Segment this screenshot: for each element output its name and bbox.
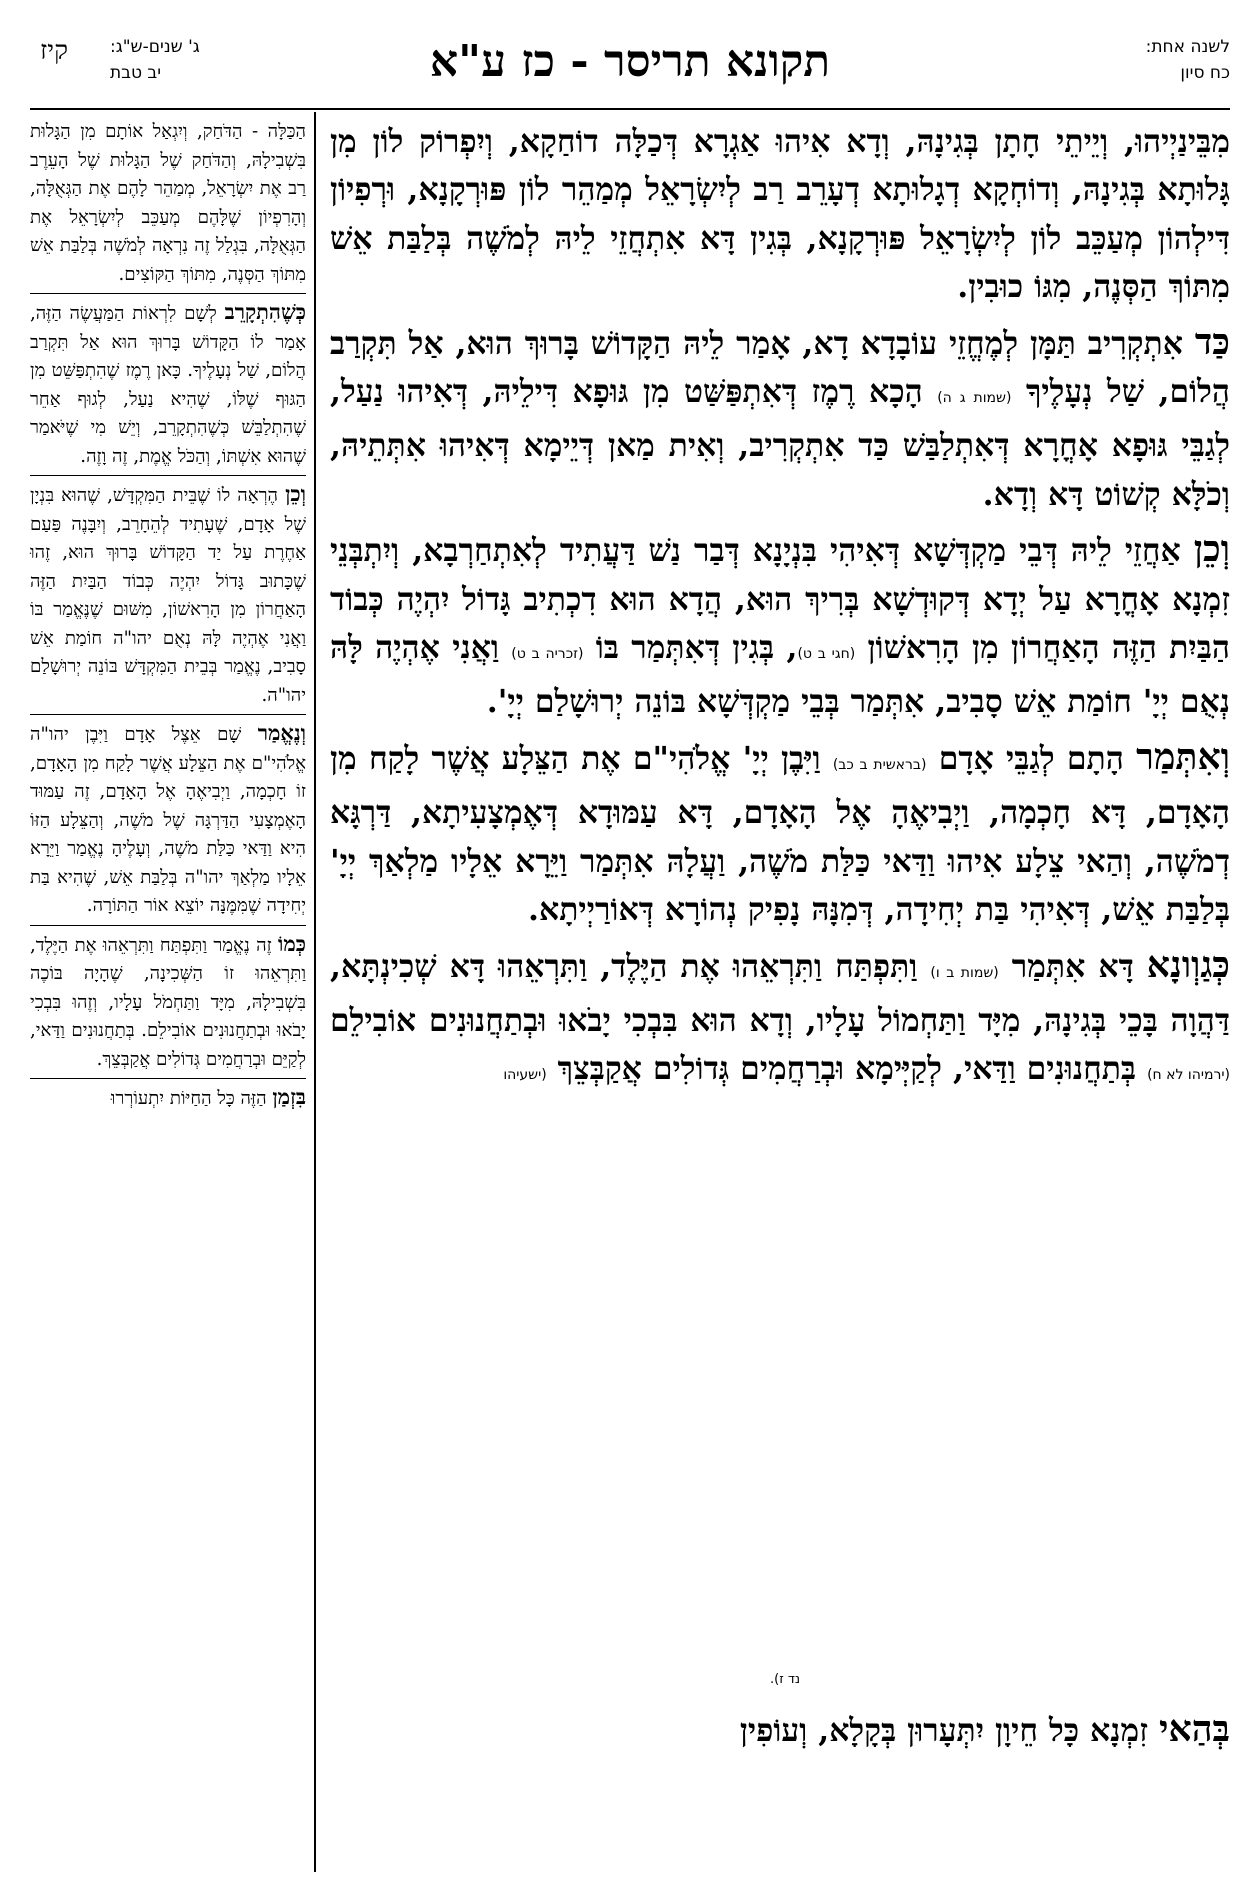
verse-source-continuation: נד ז). [770, 1672, 801, 1687]
main-paragraph [330, 941, 1230, 1100]
main-paragraph [330, 118, 1230, 312]
side-paragraph [30, 298, 306, 476]
paragraph-lead-word: וְאִתְּמַר [1136, 734, 1231, 778]
schedule-label-one-year: לשנה אחת: [1145, 37, 1230, 57]
paragraph-text: אִתְקְרִיב תַּמָּן לְמֶחֱזֵי עוֹבָדָא דָא, אָמַר לֵיהּ הַקָּדוֹשׁ בָּרוּךְ הוּא, אַל תִּקְרַב הֲלוֹם, שַׁל נְעָלֶיךָ [330, 324, 1231, 411]
schedule-date-one-year: כח סיון [1180, 63, 1230, 83]
verse-source-ref: (זכריה ב ט) [511, 646, 584, 663]
verse-source-ref: (ירמיהו לא ח) [1147, 1067, 1230, 1084]
main-paragraph: וְכֵן אַחֲזֵי לֵיהּ דְּבֵי מַקְדְּשָׁא דְּאִיהִי בִּנְיָנָא דְּבַר נַשׁ דַּעֲתִיד לְאִתְחַרְבָא, וְיִתְבְּנֵי זִמְנָא אָחֳרָא עַל יְדָא דְּקוּדְשָׁא בְּרִיךְ הוּא, הֲדָא הוּא דִכְתִיב גָּדוֹל יִהְיֶה כְּבוֹד הַבַּיִת הַזֶּה הָאַחֲרוֹן מִן הָרִאשׁוֹן (חגי ב ט), בְּגִין דְּאִתְּמַר בּוֹ (זכריה ב ט) וַאֲנִי אֶהְיֶה לָּהּ נְאֻם יְיָ' חוֹמַת אֵשׁ סָבִיב, אִתְּמַר בְּבֵי מַקְדְּשָׁא בּוֹנֵה יְרוּשָׁלַם יְיָ'. [330, 527, 1230, 721]
paragraph-text: אַחֲזֵי לֵיהּ דְּבֵי מַקְדְּשָׁא דְּאִיהִי בִּנְיָנָא דְּבַר נַשׁ דַּעֲתִיד לְאִתְחַרְבָא, וְיִתְבְּנֵי זִמְנָא אָחֳרָא עַל יְדָא דְּקוּדְשָׁא בְּרִיךְ הוּא, הֲדָא הוּא דִכְתִיב גָּדוֹל יִהְיֶה כְּבוֹד הַבַּיִת הַזֶּה הָאַחֲרוֹן מִן הָרִאשׁוֹן [330, 532, 1230, 667]
paragraph-text: לְשָׁם לִרְאוֹת הַמַּעֲשֶׂה הַזֶּה, אָמַר לוֹ הַקָּדוֹשׁ בָּרוּךְ הוּא אַל תִּקְרַב הֲלוֹם, שַׁל נְעָלֶיךָ. כָּאן רֶמֶז שֶׁהִתְפַּשֵּׁט מִן הַגּוּף שֶׁלּוֹ, שֶׁהִיא נַעַל, לְגוּף אַחֵר שֶׁהִתְלַבֵּשׁ כְּשֶׁהִתְקָרֵב, וְיֵשׁ מִי שֶׁיֹּאמַר שֶׁהוּא אִשְׁתּוֹ, וְהַכֹּל אֱמֶת, זֶה וָזֶה. [30, 303, 306, 467]
paragraph-text: וַאֲנִי אֶהְיֶה לָּהּ נְאֻם יְיָ' חוֹמַת אֵשׁ סָבִיב, אִתְּמַר בְּבֵי מַקְדְּשָׁא בּוֹנֵה יְרוּשָׁלַם יְיָ'. [330, 629, 1230, 721]
verse-source-ref: (ישעיהו [503, 1067, 547, 1084]
column-divider [314, 112, 316, 1872]
paragraph-lead-word: וְכֵן [1193, 527, 1230, 571]
paragraph-lead-word: וְנֶאֱמַר [257, 720, 306, 745]
paragraph-text: מִבֵּינַיְיהוּ, וְיֵיתֵי חָתָן בְּגִינָהּ, וְדָא אִיהוּ אַגְרָא דְּכַלָּה דוֹחַקָא, וְיִפְרוֹק לוֹן מִן גָּלוּתָא בְּגִינָהּ, וְדוֹחְקָא דְגָלוּתָא דְעָרֵב רַב לְיִשְׂרָאֵל מְמַהֵר לוֹן פּוּרְקָנָא, וּרְפִיוֹן דִּילְהוֹן מְעַכֵּב לוֹן לְיִשְׂרָאֵל פּוּרְקָנָא, בְּגִין דָּא אִתְחֲזֵי לֵיהּ לְמֹשֶׁה בְּלַבַּת אֵשׁ מִתּוֹךְ הַסְּנֶה, מִגּוֹ כוּבִין. [330, 123, 1230, 306]
main-paragraph [330, 318, 1230, 520]
paragraph-text: הָתָם לְגַבֵּי אָדָם [938, 739, 1124, 777]
schedule-info-three-years [110, 34, 250, 86]
hebrew-translation-column [30, 118, 306, 1122]
paragraph-text: וַתִּפְתַּח וַתִּרְאֵהוּ אֶת הַיֶּלֶד, וַתִּרְאֵהוּ דָּא שְׁכִינְתָּא, דַּהֲוָה בָּכֵי בְּגִינָהּ, מִיָּד וַתַּחְמוֹל עָלָיו, וְדָא הוּא בִּבְכִי יָבֹאוּ וּבְתַחֲנוּנִים אוֹבִילֵם [330, 947, 1230, 1039]
verse-source-ref: (חגי ב ט) [797, 646, 856, 663]
main-paragraph [330, 733, 1230, 935]
main-aramaic-column [330, 118, 1230, 1106]
paragraph-lead-word: בִּזְמַן [272, 1084, 306, 1109]
paragraph-text: הָכָא רֶמֶז דְּאִתְפַּשַּׁט מִן גּוּפָא דִּילֵיהּ, דְּאִיהוּ נַעַל, לְגַבֵּי גּוּפָא אָחֳרָא דְּאִתְלַבַּשׁ כַּד אִתְקְרִיב, וְאִית מַאן דְּיֵימָא דְּאִיהוּ אִתְּתֵיהּ, וְכֹלָּא קְשׁוֹט דָּא וְדָא. [330, 373, 1230, 513]
verse-source-ref: (בראשית ב כב) [832, 756, 927, 773]
page-number: קיז [40, 36, 68, 66]
paragraph-lead-word: כַּד [1194, 319, 1230, 363]
side-paragraph [30, 1083, 306, 1118]
page-header [30, 30, 1230, 100]
schedule-date-three-years: יב טבת [110, 63, 162, 83]
paragraph-text: בְּגִין דְּאִתְּמַר בּוֹ [595, 629, 775, 667]
main-paragraph [330, 1705, 1230, 1755]
schedule-label-three-years: ג' שנים-ש"ג: [110, 37, 200, 57]
paragraph-text: הַכַּלָּה - הַדֹּחַק, וְיִגְאַל אוֹתָם מִן הַגָּלוּת בִּשְׁבִילָהּ, וְהַדֹּחַק שֶׁל הַגָּלוּת שֶׁל הָעֵרֶב רַב אֶת יִשְׂרָאֵל, מְמַהֵר לָהֶם אֶת הַגְּאֻלָּה, וְהָרִפְיוֹן שֶׁלָּהֶם מְעַכֵּב לְיִשְׂרָאֵל אֶת הַגְּאֻלָּה, בִּגְלַל זֶה נִרְאָה לְמֹשֶׁה בְּלַבַּת אֵשׁ מִתּוֹךְ הַסְּנֶה, מִתּוֹךְ הַקּוֹצִים. [30, 121, 306, 285]
page-title: תקונא תריסר - כז ע"א [429, 36, 831, 87]
paragraph-text: הַזֶּה כָּל הַחַיּוֹת יִתְעוֹרְרוּ [110, 1088, 267, 1109]
verse-source-ref: (שמות ב ו) [930, 964, 999, 981]
paragraph-text: זֶה נֶאֱמַר וַתִּפְתַּח וַתִּרְאֵהוּ אֶת הַיֶּלֶד, וַתִּרְאֵהוּ זוֹ הַשְּׁכִינָה, שֶׁהָיָה בּוֹכֶה בִּשְׁבִילָהּ, מִיָּד וַתַּחְמֹל עָלָיו, וְזֶהוּ בִּבְכִי יָבֹאוּ וּבְתַחֲנוּנִים אוֹבִילֵם. בְּתַחֲנוּנִים וַדַּאי, לְקַיֵּם וּבְרַחֲמִים גְּדוֹלִים אֲקַבְּצֵךְ. [30, 934, 306, 1070]
paragraph-lead-word: בְּהַאי [1158, 1707, 1230, 1750]
main-bottom-line [330, 1705, 1230, 1761]
paragraph-text: שָׁם אֵצֶל אָדָם וַיִּבֶן יהו"ה אֱלֹהִי"ם אֶת הַצֵּלָע אֲשֶׁר לָקַח מִן הָאָדָם, זוֹ חָכְמָה, וַיְבִיאֶהָ אֶל הָאָדָם, זֶה עַמּוּד הָאֶמְצָעִי הַדַּרְגָּה שֶׁל מֹשֶׁה, וְהַצֵּלָע הַזּוֹ הִיא וַדַּאי כַּלַּת מֹשֶׁה, וְעָלֶיהָ נֶאֱמַר וַיֵּרָא אֵלָיו מַלְאַךְ יהו"ה בְּלַבַּת אֵשׁ, שֶׁהִיא בַּת יְחִידָה שֶׁמִּמֶּנָּה יוֹצֵא אוֹר הַתּוֹרָה. [30, 724, 306, 916]
paragraph-text: דָּא אִתְּמַר [1011, 947, 1134, 985]
paragraph-text: וַיִּבֶן יְיָ' אֱלֹהִי"ם אֶת הַצֵּלָע אֲשֶׁר לָקַח מִן הָאָדָם, דָּא חָכְמָה, וַיְבִיאֶהָ אֶל הָאָדָם, דָּא עַמּוּדָא דְּאֶמְצָעִיתָא, דַּרְגָּא דְמֹשֶׁה, וְהַאי צֵלָע אִיהוּ וַדַּאי כַּלַּת מֹשֶׁה, וַעֲלָהּ אִתְּמַר וַיֵּרָא אֵלָיו מַלְאַךְ יְיָ' בְּלַבַּת אֵשׁ, דְּאִיהִי בַּת יְחִידָה, דְּמִנָּהּ נָפִיק נְהוֹרָא דְּאוֹרַיְיתָא. [330, 739, 1230, 929]
paragraph-lead-word: וְכֵן [285, 481, 306, 506]
paragraph-text: זִמְנָא כָּל חֵיוָן יִתְּעָרוּן בְּקָלָא, וְעוֹפִין [739, 1712, 1148, 1749]
side-paragraph [30, 719, 306, 926]
paragraph-text: בְּתַחֲנוּנִים וַדַּאי, לְקַיְּימָא וּבְרַחֲמִים גְּדוֹלִים אֲקַבְּצֵךְ [557, 1050, 1137, 1088]
side-paragraph [30, 118, 306, 294]
paragraph-text: הֶרְאָה לוֹ שֶׁבֵּית הַמִּקְדָּשׁ, שֶׁהוּא בִּנְיָן שֶׁל אָדָם, שֶׁעָתִיד לְהֵחָרֵב, וְיִבָּנֶה פַּעַם אַחֶרֶת עַל יַד הַקָּדוֹשׁ בָּרוּךְ הוּא, זֶהוּ שֶׁכָּתוּב גָּדוֹל יִהְיֶה כְּבוֹד הַבַּיִת הַזֶּה הָאַחֲרוֹן מִן הָרִאשׁוֹן, מִשּׁוּם שֶׁנֶּאֱמַר בּוֹ וַאֲנִי אֶהְיֶה לָּהּ נְאֻם יהו"ה חוֹמַת אֵשׁ סָבִיב, נֶאֱמַר בְּבֵית הַמִּקְדָּשׁ בּוֹנֵה יְרוּשָׁלַם יהו"ה. [30, 485, 306, 706]
paragraph-lead-word: כְּמוֹ [278, 930, 306, 956]
paragraph-lead-word: כְּשֶׁהִתְקָרֵב [224, 299, 306, 324]
side-paragraph [30, 480, 306, 715]
verse-source-ref: (שמות ג ה) [937, 390, 1012, 407]
paragraph-lead-word: כְּגַוְונָא [1146, 942, 1231, 986]
side-paragraph [30, 930, 306, 1080]
header-divider [30, 108, 1230, 110]
